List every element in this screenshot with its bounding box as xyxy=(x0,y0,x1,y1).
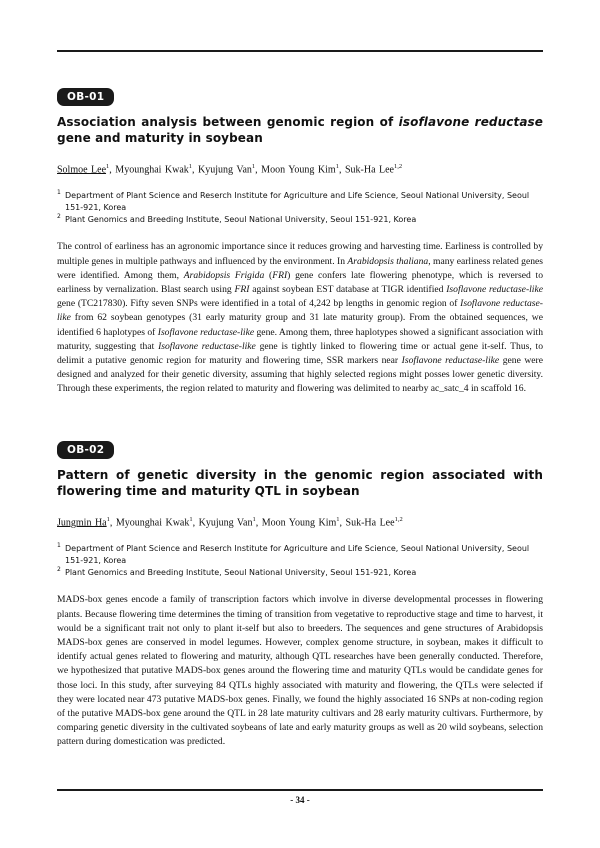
author-name: Myounghai Kwak xyxy=(115,164,189,176)
title-text: Pattern of genetic diversity in the genomic region associated with flowering time and maturity QTL in soybean xyxy=(57,468,543,498)
abstract-title xyxy=(57,114,543,146)
affiliation-item xyxy=(57,190,543,214)
author-name: Solmoe Lee xyxy=(57,164,107,176)
author-affiliation-mark: 1 xyxy=(251,163,256,170)
author-affiliation-mark: 1,2 xyxy=(394,163,403,170)
affiliation-item xyxy=(57,214,543,226)
abstract-id-badge: OB-01 xyxy=(57,88,114,106)
author-name: Moon Young Kim xyxy=(261,164,336,176)
affiliation-list xyxy=(57,543,543,579)
author-affiliation-mark: 1,2 xyxy=(394,516,403,523)
author-affiliation-mark: 1 xyxy=(336,516,340,523)
author-name: Suk-Ha Lee xyxy=(345,517,395,529)
affiliation-text: Plant Genomics and Breeding Institute, Seoul National University, Seoul 151-921, Korea xyxy=(65,215,417,225)
author-list: Solmoe Lee$^1$, Myounghai Kwak$^1$, Kyujung Van$^1$, Moon Young Kim$^1$, Suk-Ha Lee$^{1,2}$ xyxy=(57,163,403,176)
abstract-body: MADS-box genes encode a family of transcription factors which involve in diverse developmental processes in flowering plants. Because flowering time determines the timing of transition from vegetative to reproductive stage and time to harvest, it would be a significant trait not only to plant it-self but also to breeders. The sequences and gene structures of Arabidopsis MADS-box genes are conserved in model legumes. However, complex genome structure, in soybean, makes it difficult to identify actual genes related to flowering and maturity, although QTL researches have been generally conducted. Therefore, we hypothesized that putative MADS-box genes around the flowering time and maturity QTLs would be candidate genes for those loci. In this study, after surveying 84 QTLs highly associated with maturity and flowering, the QTLs were selected if they were located near 473 putative MADS-box genes. Finally, we found the highly associated 16 SNPs at non-coding region of the putative MADS-box gene around the QTL in 28 late maturity cultivars and 28 early maturity cultivars. Furthermore, by comparing genetic diversity in the cultivated soybeans of late and early maturity groups as well as 20 wild soybeans, selection pattern during domestication was predicted. xyxy=(57,594,543,748)
author-affiliation-mark: 1 xyxy=(335,163,339,170)
author-affiliation-mark: 1 xyxy=(252,516,256,523)
affiliation-item xyxy=(57,543,543,567)
top-rule xyxy=(57,50,543,52)
author-list: Jungmin Ha$^1$, Myounghai Kwak$^1$, Kyujung Van$^1$, Moon Young Kim$^1$, Suk-Ha Lee$^{1,2}$ xyxy=(57,516,403,529)
abstract-body: The control of earliness has an agronomic importance since it reduces growing and harvesting time. Earliness is controlled by multiple genes in multiple pathways and influenced by the environment. In Arabidopsis thaliana, many earliness related genes were identified. Among them, Arabidopsis Frigida (FRI) gene confers late flowering phenotype, which is reversed to earliness by vernalization. Blast search using FRI against soybean EST database at TIGR identified Isoflavone reductase-like gene (TC217830). Fifty seven SNPs were identified in a total of 4,242 bp lengths in genomic region of Isoflavone reductase-like from 62 soybean genotypes (31 early maturity group and 31 late maturity group). From the obtained sequences, we identified 6 haplotypes of Isoflavone reductase-like gene. Among them, three haplotypes showed a significant association with maturity, suggesting that Isoflavone reductase-like gene is tightly linked to flowering time or actual gene it-self. Thus, to delimit a putative genomic region for maturity and flowering time, SSR markers near Isoflavone reductase-like gene were designed and analyzed for their genetic diversity, assuming that highly selected regions might posses lower genetic diversity. Through these experiments, the region related to maturity and flowering was delimited to nearby ac_satc_4 in scaffold 16. xyxy=(57,241,544,395)
affiliation-mark: 2 xyxy=(57,213,61,221)
author-affiliation-mark: 1 xyxy=(189,516,193,523)
author-affiliation-mark: 1 xyxy=(188,163,193,170)
title-text: Association analysis between genomic region of xyxy=(57,115,399,129)
bottom-rule xyxy=(57,789,543,791)
author-name: Kyujung Van xyxy=(198,517,253,529)
affiliation-text: Department of Plant Science and Reserch Institute for Agriculture and Life Science, Seoul National University, Seoul 151-921, Korea xyxy=(65,191,530,213)
author-name: Moon Young Kim xyxy=(261,517,337,529)
affiliation-item xyxy=(57,567,543,579)
abstract-id-badge: OB-02 xyxy=(57,441,114,459)
abstract-ob-02 xyxy=(57,440,543,750)
abstract-ob-01 xyxy=(57,87,543,397)
author-name: Suk-Ha Lee xyxy=(344,164,394,176)
title-italic-text: isoflavone reductase xyxy=(398,115,543,129)
affiliation-mark: 2 xyxy=(57,566,61,574)
author-name: Jungmin Ha xyxy=(57,517,107,529)
author-affiliation-mark: 1 xyxy=(106,516,110,523)
affiliation-text: Department of Plant Science and Reserch Institute for Agriculture and Life Science, Seoul National University, Seoul 151-921, Korea xyxy=(65,544,530,566)
affiliation-text: Plant Genomics and Breeding Institute, Seoul National University, Seoul 151-921, Korea xyxy=(65,568,417,578)
affiliation-mark: 1 xyxy=(57,189,61,197)
affiliation-mark: 1 xyxy=(57,542,61,550)
abstract-title xyxy=(57,467,543,499)
author-affiliation-mark: 1 xyxy=(106,163,110,170)
page-number: - 34 - xyxy=(290,795,310,805)
title-text-end: gene and maturity in soybean xyxy=(57,131,263,145)
affiliation-list xyxy=(57,190,543,226)
author-name: Kyujung Van xyxy=(198,164,252,176)
author-name: Myounghai Kwak xyxy=(115,517,190,529)
